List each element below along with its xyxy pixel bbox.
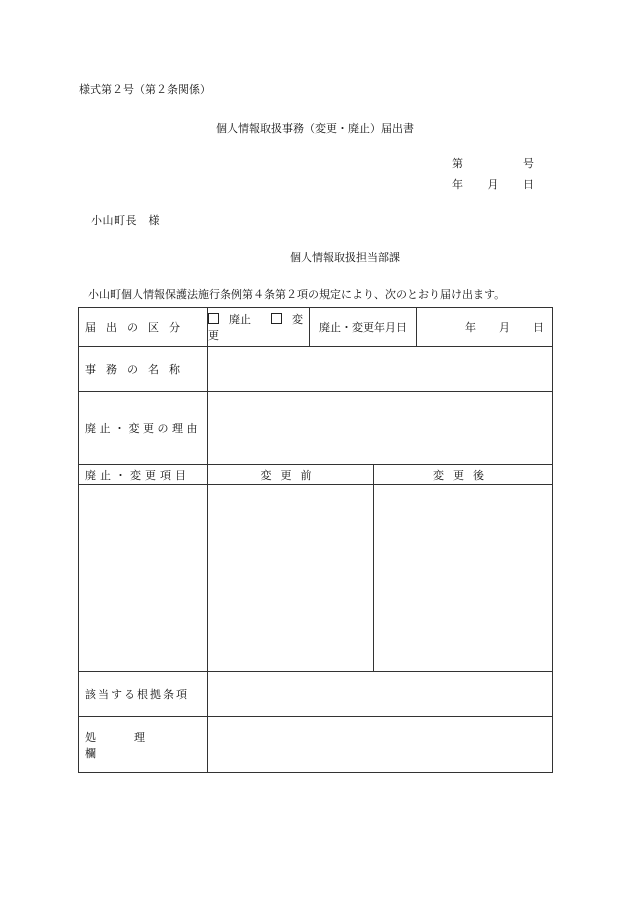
date-unit-day: 日 — [533, 321, 544, 334]
after-label: 変更後 — [374, 465, 553, 485]
row-change-content — [79, 485, 553, 672]
row-reason — [79, 392, 553, 465]
document-date-line — [452, 176, 534, 192]
date-unit-year: 年 — [465, 321, 476, 334]
date-day: 日 — [523, 178, 534, 191]
items-label: 廃止・変更項目 — [85, 468, 190, 482]
form-number: 様式第２号（第２条関係） — [79, 83, 211, 96]
document-title: 個人情報取扱事務（変更・廃止）届出書 — [216, 122, 414, 135]
items-field[interactable] — [79, 485, 208, 672]
declaration-text: 小山町個人情報保護法施行条例第４条第２項の規定により、次のとおり届け出ます。 — [88, 288, 506, 301]
before-field[interactable] — [208, 485, 374, 672]
notification-form-table — [78, 307, 553, 773]
checkbox-icon[interactable] — [271, 313, 282, 324]
reason-label: 廃止・変更の理由 — [85, 422, 201, 435]
basis-label: 該当する根拠条項 — [85, 688, 189, 701]
row-notification-type — [79, 308, 553, 347]
basis-field[interactable] — [208, 672, 553, 717]
processing-field[interactable] — [208, 717, 553, 773]
before-label: 変更前 — [208, 465, 374, 485]
reason-field[interactable] — [208, 392, 553, 465]
checkbox-icon[interactable] — [208, 313, 219, 324]
processing-label-chars: 処理欄 — [85, 730, 183, 760]
date-month: 月 — [487, 178, 499, 191]
option-abolish[interactable] — [208, 313, 261, 326]
office-name-label: 事務の名称 — [85, 363, 190, 376]
row-basis — [79, 672, 553, 717]
after-field[interactable] — [374, 485, 553, 672]
row-change-headers — [79, 465, 553, 485]
notification-type-label: 届出の区分 — [85, 321, 190, 334]
row-office-name — [79, 347, 553, 392]
addressee: 小山町長 様 — [91, 214, 160, 227]
number-prefix: 第 — [452, 157, 463, 170]
row-processing — [79, 717, 553, 773]
option-change-label: 変更 — [208, 313, 303, 342]
date-year: 年 — [452, 178, 463, 191]
document-number-line — [452, 155, 534, 171]
notification-type-options — [208, 308, 310, 347]
change-date-label: 廃止・変更年月日 — [310, 308, 417, 347]
date-unit-month: 月 — [499, 321, 510, 334]
change-date-field[interactable] — [417, 308, 553, 347]
number-suffix: 号 — [523, 157, 534, 170]
processing-label — [79, 729, 207, 761]
department-name: 個人情報取扱担当部課 — [290, 251, 400, 264]
option-abolish-label: 廃止 — [229, 313, 251, 326]
office-name-field[interactable] — [208, 347, 553, 392]
